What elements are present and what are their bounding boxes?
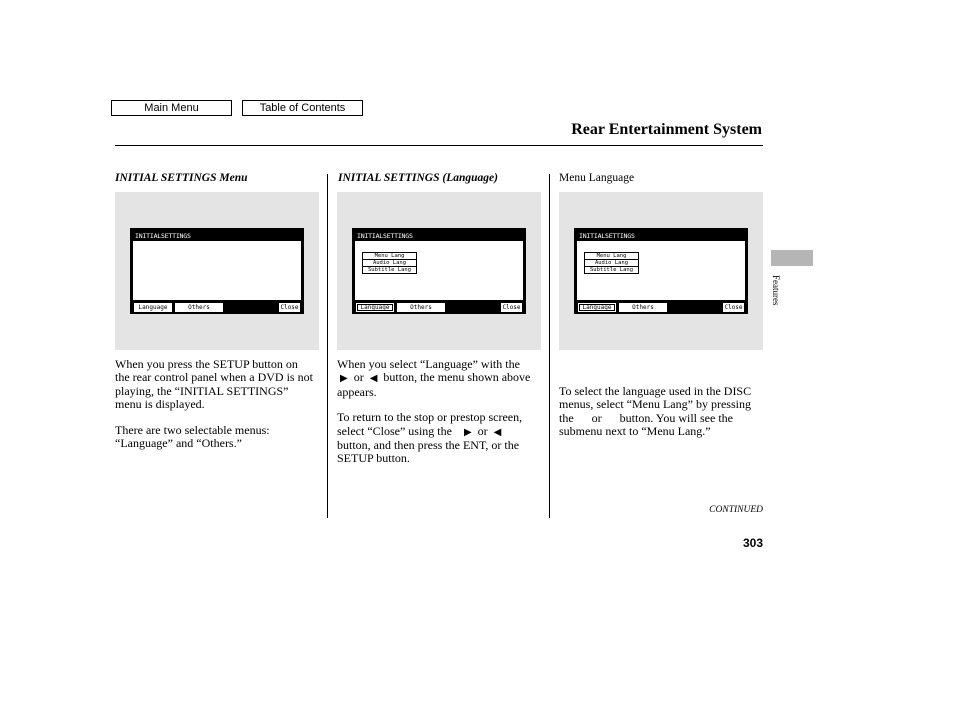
display-screen	[130, 228, 304, 314]
language-tab: Language	[356, 303, 394, 312]
main-menu-button[interactable]: Main Menu	[111, 100, 232, 116]
column-2-heading: INITIAL SETTINGS (Language)	[338, 172, 498, 184]
continued-note: CONTINUED	[709, 505, 763, 515]
section-label: Features	[771, 275, 781, 306]
others-tab: Others	[175, 303, 223, 312]
screen-illustration-3	[559, 192, 763, 350]
column-2-text	[337, 358, 535, 478]
paragraph: To select the language used in the DISC menus, select “Menu Lang” by pressing the or button. You will see the submenu next to “Menu Lang.”	[559, 383, 755, 439]
column-1-heading: INITIAL SETTINGS Menu	[115, 172, 248, 184]
screen-illustration-2	[337, 192, 541, 350]
column-3-heading: Menu Language	[559, 172, 635, 184]
paragraph: To return to the stop or prestop screen, select “Close” using the ▶ or ◀ button, and then press the ENT, or the SETUP button.	[337, 410, 523, 466]
column-divider	[549, 174, 550, 518]
audio-lang-item: Audio Lang	[362, 259, 417, 267]
subtitle-lang-item: Subtitle Lang	[584, 266, 639, 274]
screen-title: INITIALSETTINGS	[357, 232, 413, 240]
screen-title: INITIALSETTINGS	[579, 232, 635, 240]
audio-lang-item: Audio Lang	[584, 259, 639, 267]
menu-lang-item: Menu Lang	[362, 252, 417, 260]
display-screen	[574, 228, 748, 314]
language-tab: Language	[578, 303, 616, 312]
language-submenu	[362, 252, 417, 273]
close-tab: Close	[280, 304, 299, 311]
table-of-contents-button[interactable]: Table of Contents	[242, 100, 363, 116]
language-tab: Language	[134, 303, 172, 312]
subtitle-lang-item: Subtitle Lang	[362, 266, 417, 274]
column-1-text	[115, 358, 313, 462]
right-arrow-icon: ▶	[463, 426, 472, 438]
close-tab: Close	[724, 304, 743, 311]
others-tab: Others	[397, 303, 445, 312]
screen-title: INITIALSETTINGS	[135, 232, 191, 240]
paragraph: There are two selectable menus: “Language” and “Others.”	[115, 422, 270, 451]
display-screen	[352, 228, 526, 314]
paragraph: When you select “Language” with the ▶ or ◀ button, the menu shown above appears.	[337, 357, 531, 399]
screen-illustration-1	[115, 192, 319, 350]
column-divider	[327, 174, 328, 518]
page-title: Rear Entertainment System	[571, 121, 762, 138]
column-3-text	[559, 358, 765, 464]
section-tab	[771, 250, 813, 266]
left-arrow-icon: ◀	[493, 426, 502, 438]
close-tab: Close	[502, 304, 521, 311]
page-number: 303	[742, 536, 763, 550]
right-arrow-icon: ▶	[340, 373, 348, 385]
menu-lang-item: Menu Lang	[584, 252, 639, 260]
header-rule	[115, 145, 763, 146]
left-arrow-icon: ◀	[369, 373, 378, 385]
language-submenu	[584, 252, 639, 273]
paragraph: When you press the SETUP button on the rear control panel when a DVD is not playing, the “INITIAL SETTINGS” menu is displayed.	[115, 357, 313, 412]
others-tab: Others	[619, 303, 667, 312]
